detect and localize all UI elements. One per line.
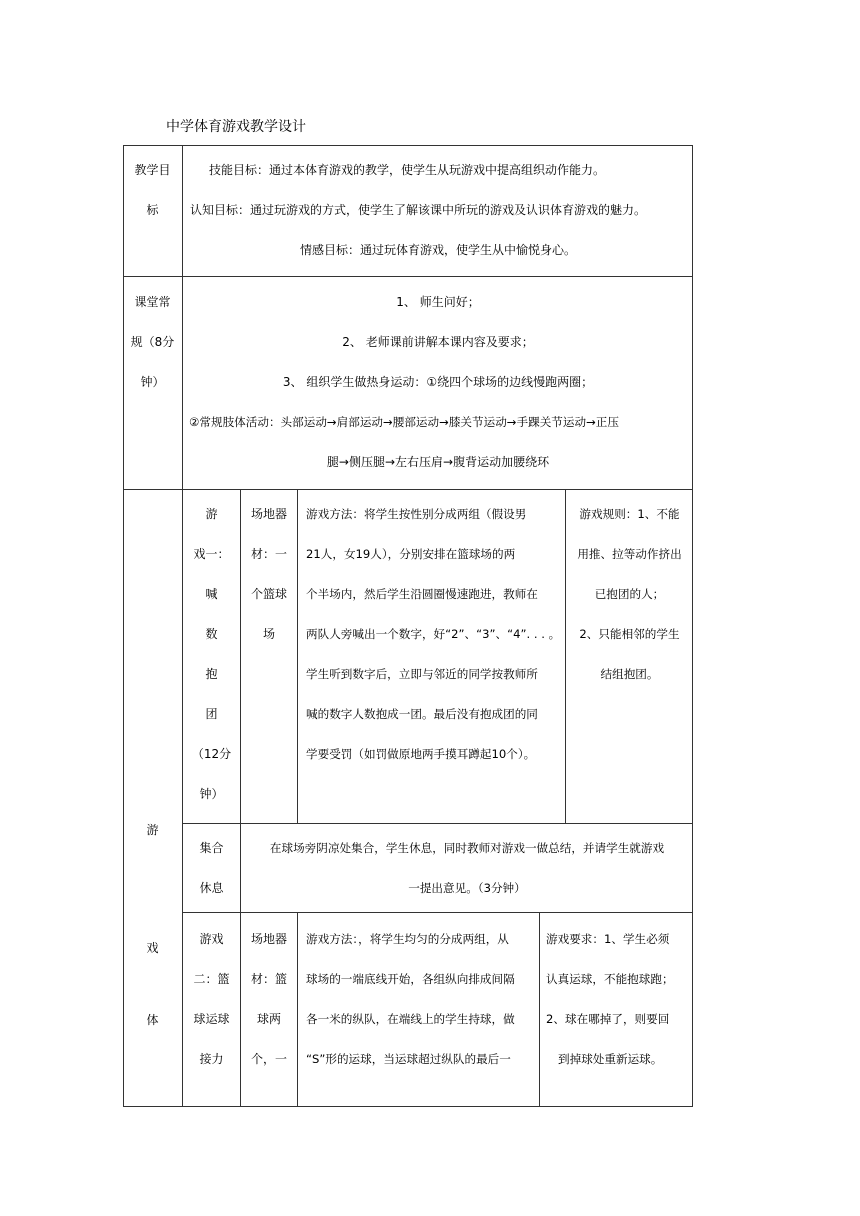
col-divider <box>297 912 298 1107</box>
col-divider <box>297 489 298 823</box>
game2-rules: 游戏要求：1、学生必须 认真运球，不能抱球跑； 2、球在哪掉了，则要回 到掉球处重新运球。 <box>546 932 674 1066</box>
game2-venue: 场地器 材：篮 球两 个，一 <box>250 932 287 1066</box>
routine-item: 2、 老师课前讲解本课内容及要求； <box>342 335 534 349</box>
routine-item: 腿→侧压腿→左右压肩→腹背运动加腰绕环 <box>326 455 550 469</box>
row-divider <box>182 912 693 913</box>
routine-item: 3、 组织学生做热身运动：①绕四个球场的边线慢跑两圈； <box>282 375 594 389</box>
cognitive-objective: 认知目标：通过玩游戏的方式，使学生了解该课中所玩的游戏及认识体育游戏的魅力。 <box>190 203 647 217</box>
objectives-label: 教学目 标 <box>134 163 171 217</box>
game2-name: 游戏 二：篮 球运球 接力 <box>193 932 230 1066</box>
emotion-objective: 情感目标：通过玩体育游戏，使学生从中愉悦身心。 <box>299 243 576 257</box>
game1-venue: 场地器 材：一 个篮球 场 <box>250 507 287 641</box>
routine-label: 课堂常 规（8分 钟） <box>130 295 175 389</box>
row-divider <box>123 489 693 490</box>
rest-label: 集合 休息 <box>199 841 224 895</box>
skill-objective: 技能目标：通过本体育游戏的教学，使学生从玩游戏中提高组织动作能力。 <box>209 163 606 177</box>
rest-content: 在球场旁阴凉处集合，学生休息，同时教师对游戏一做总结，并请学生就游戏 一提出意见。（3分钟） <box>269 841 665 895</box>
game1-rules: 游戏规则：1、不能 用推、拉等动作挤出 已抱团的人； 2、只能相邻的学生 结组抱团。 <box>577 507 682 681</box>
row-divider <box>182 823 693 824</box>
game1-method: 游戏方法：将学生按性别分成两组（假设男 21人，女19人），分别安排在篮球场的两 个半场内，然后学生沿圆圈慢速跑进，教师在 两队人旁喊出一个数字，好“2”、“3”、“4”. . . 。 学生听到数字后，立即与邻近的同学按教师所 喊的数字人数抱成一团。最后没有抱成团的同 学要受罚（如罚做原地两手摸耳蹲起10个）。 <box>306 507 561 761</box>
game2-method: 游戏方法：，将学生均匀的分成两组，从 球场的一端底线开始，各组纵向排成间隔 各一米的纵队，在端线上的学生持球，做 “S”形的运球，当运球超过纵队的最后一 <box>306 932 515 1066</box>
section-side-label: 游 戏 体 <box>146 823 159 1027</box>
row-divider <box>123 276 693 277</box>
routine-content <box>183 282 693 482</box>
routine-item: ②常规肢体活动：头部运动→肩部运动→腰部运动→膝关节运动→手踝关节运动→正压 <box>189 415 619 429</box>
routine-item: 1、 师生问好； <box>396 295 480 309</box>
objectives-content <box>183 150 693 270</box>
document-title: 中学体育游戏教学设计 <box>166 119 306 135</box>
game1-name: 游 戏一： 喊 数 抱 团 （12分 钟） <box>191 507 232 801</box>
